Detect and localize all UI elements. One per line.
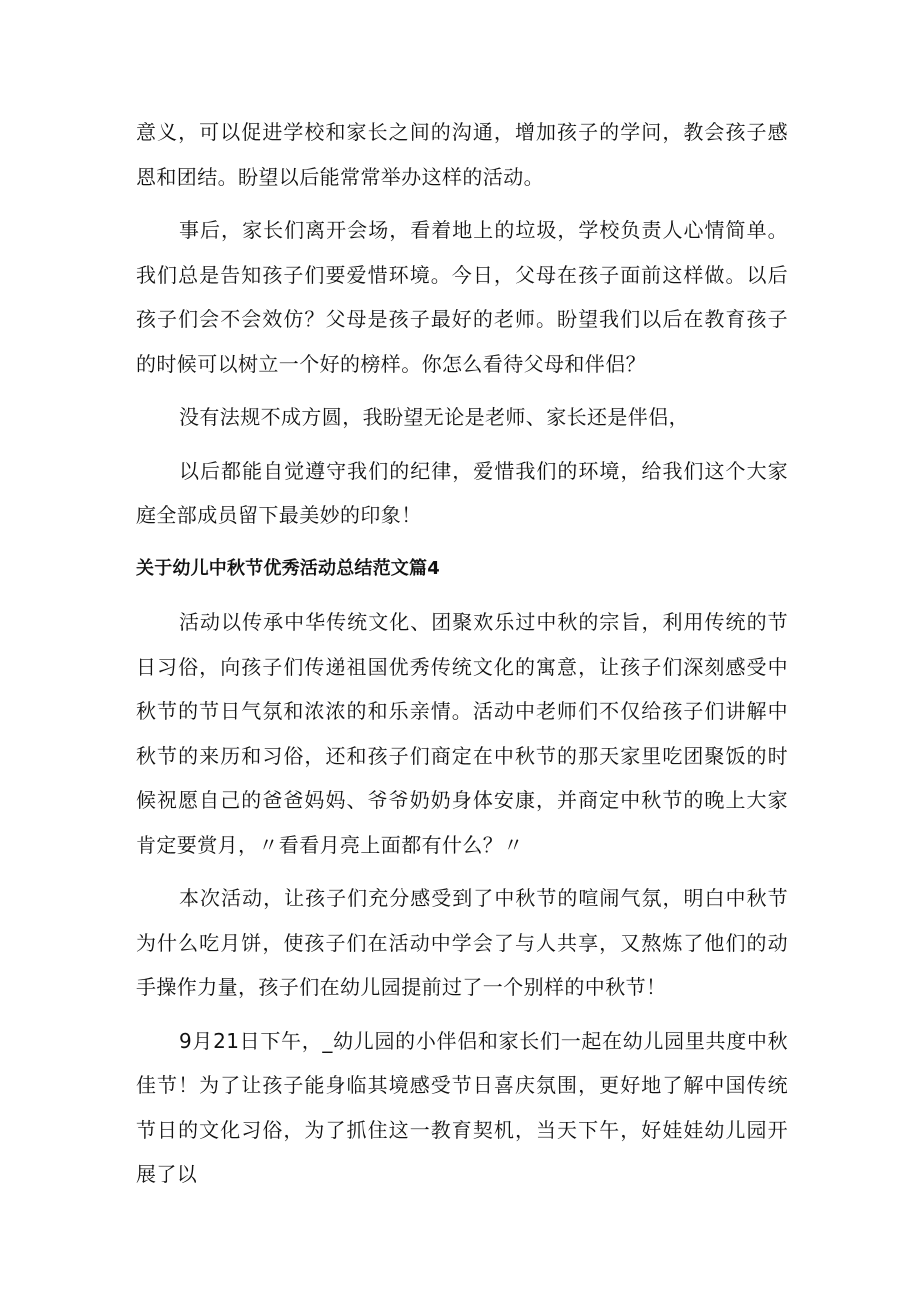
paragraph-3: 没有法规不成方圆，我盼望无论是老师、家长还是伴侣， [179,405,689,429]
section-paragraph-1: 活动以传承中华传统文化、团聚欢乐过中秋的宗旨，利用传统的节日习俗，向孩子们传递祖国优秀传统文化的寓意，让孩子们深刻感受中秋节的节日气氛和浓浓的和乐亲情。活动中老师们不仅给孩子们讲解中秋节的来历和习俗，还和孩子们商定在中秋节的那天家里吃团聚饭的时候祝愿自己的爸爸妈妈、爷爷奶奶身体安康，并商定中秋节的晚上大家肯定要赏月，〃看看月亮上面都有什么？〃 [136,610,788,857]
paragraph-2: 事后，家长们离开会场，看着地上的垃圾，学校负责人心情简单。我们总是告知孩子们要爱惜环境。今日，父母在孩子面前这样做。以后孩子们会不会效仿？父母是孩子最好的老师。盼望我们以后在教育孩子的时候可以树立一个好的榜样。你怎么看待父母和伴侣？ [136,218,788,376]
section-heading: 关于幼儿中秋节优秀活动总结范文篇4 [136,557,440,579]
document-body [136,110,788,1206]
paragraph-1: 意义，可以促进学校和家长之间的沟通，增加孩子的学问，教会孩子感恩和团结。盼望以后能常常举办这样的活动。 [136,120,788,189]
paragraph-4: 以后都能自觉遵守我们的纪律，爱惜我们的环境，给我们这个大家庭全部成员留下最美妙的印象！ [136,458,788,527]
section-paragraph-3: 9月21日下午，_幼儿园的小伴侣和家长们一起在幼儿园里共度中秋佳节！为了让孩子能身临其境感受节日喜庆氛围，更好地了解中国传统节日的文化习俗，为了抓住这一教育契机，当天下午，好娃娃幼儿园开展了以 [136,1028,788,1186]
section-paragraph-2: 本次活动，让孩子们充分感受到了中秋节的喧闹气氛，明白中秋节为什么吃月饼，使孩子们在活动中学会了与人共享，又熬炼了他们的动手操作力量，孩子们在幼儿园提前过了一个别样的中秋节！ [136,886,788,999]
